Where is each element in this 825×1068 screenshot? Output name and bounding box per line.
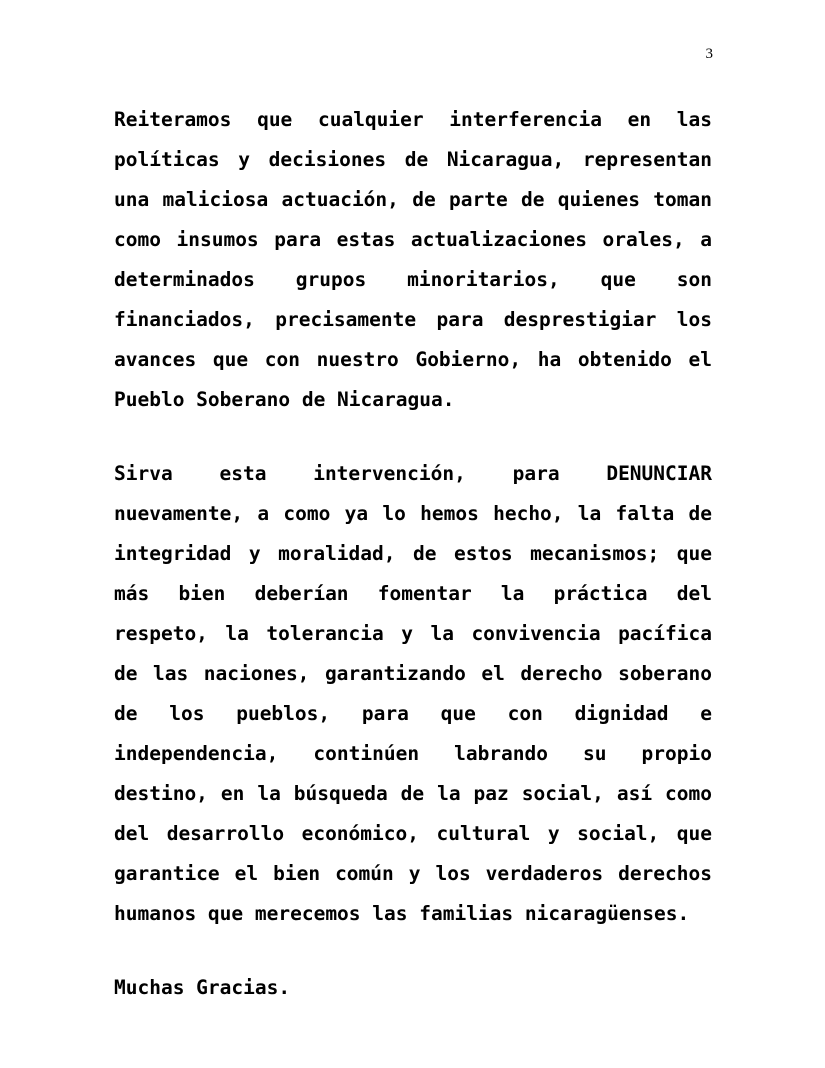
document-body: [114, 100, 712, 1008]
page-number: 3: [705, 46, 713, 62]
paragraph: Reiteramos que cualquier interferencia en las políticas y decisiones de Nicaragua, representan una maliciosa actuación, de parte de quienes toman como insumos para estas actualizaciones orales, a determinados grupos minoritarios, que son financiados, precisamente para desprestigiar los avances que con nuestro Gobierno, ha obtenido el Pueblo Soberano de Nicaragua.: [114, 108, 712, 411]
closing-paragraph: Muchas Gracias.: [114, 976, 291, 999]
paragraph: Sirva esta intervención, para DENUNCIAR nuevamente, a como ya lo hemos hecho, la falta de integridad y moralidad, de estos mecanismos; que más bien deberían fomentar la práctica del respeto, la tolerancia y la convivencia pacífica de las naciones, garantizando el derecho soberano de los pueblos, para que con dignidad e independencia, continúen labrando su propio destino, en la búsqueda de la paz social, así como del desarrollo económico, cultural y social, que garantice el bien común y los verdaderos derechos humanos que merecemos las familias nicaragüenses.: [114, 462, 712, 925]
